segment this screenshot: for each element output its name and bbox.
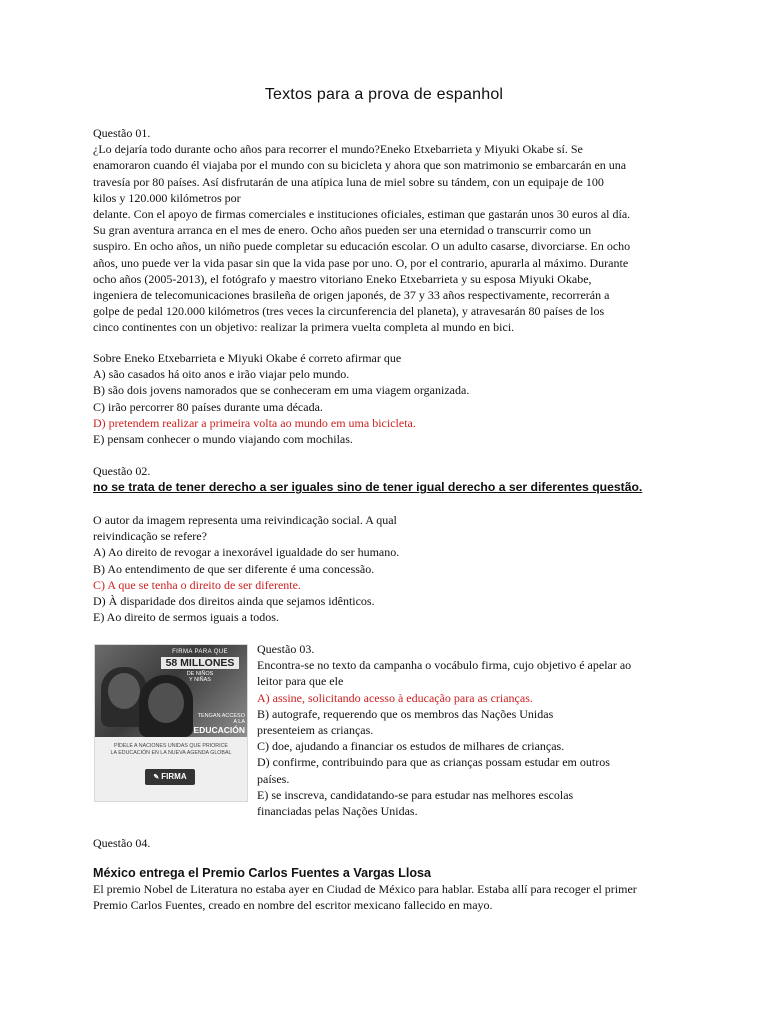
question-label: Questão 04. bbox=[93, 836, 151, 850]
question-prompt: O autor da imagem representa uma reivindicação social. A qual bbox=[93, 513, 397, 527]
text-line: Su gran aventura arranca en el mes de enero. Ocho años pueden ser una eternidad o transcurrir como un bbox=[93, 223, 592, 238]
firma-button-label: FIRMA bbox=[161, 772, 187, 781]
option-a-correct: A) assine, solicitando acesso à educação para as crianças. bbox=[257, 690, 533, 705]
text-line: travesía por 80 países. Así disfrutarán de una atípica luna de miel sobre su tándem, con un equipaje de 100 bbox=[93, 174, 604, 189]
option-a: A) são casados há oito anos e irão viajar pelo mundo. bbox=[93, 367, 350, 382]
question-02 bbox=[93, 463, 693, 495]
option-c: C) doe, ajudando a financiar os estudos de milhares de crianças. bbox=[257, 739, 565, 754]
option-a: A) Ao direito de revogar a inexorável igualdade do ser humano. bbox=[93, 545, 400, 560]
question-label: Questão 01. bbox=[93, 126, 151, 140]
access-big: EDUCACIÓN bbox=[193, 725, 245, 735]
option-d: D) À disparidade dos direitos ainda que sejamos idênticos. bbox=[93, 594, 375, 609]
campaign-top-small: FIRMA PARA QUE bbox=[172, 649, 228, 655]
question-prompt: leitor para que ele bbox=[257, 674, 344, 689]
option-b: B) Ao entendimento de que ser diferente é uma concessão. bbox=[93, 561, 375, 576]
text-line: Premio Carlos Fuentes, creado en nombre del escritor mexicano fallecido en mayo. bbox=[93, 898, 493, 913]
campaign-subtext bbox=[99, 743, 243, 757]
question-01 bbox=[93, 125, 693, 336]
question-label: Questão 03. bbox=[257, 642, 315, 656]
question-prompt: reivindicação se refere? bbox=[93, 529, 207, 544]
text-line: El premio Nobel de Literatura no estaba ayer en Ciudad de México para hablar. Estaba allí para recoger el primer bbox=[93, 882, 637, 897]
children-photo bbox=[95, 645, 247, 737]
option-e-cont: financiadas pelas Nações Unidas. bbox=[257, 804, 418, 819]
text-line: delante. Con el apoyo de firmas comerciales e instituciones oficiales, estiman que gastarán unos 30 euros al día. bbox=[93, 207, 631, 222]
question-04 bbox=[93, 835, 693, 851]
question-label: Questão 02. bbox=[93, 464, 151, 478]
option-c: C) irão percorrer 80 países durante uma década. bbox=[93, 399, 323, 414]
question-prompt: Encontra-se no texto da campanha o vocábulo firma, cujo objetivo é apelar ao bbox=[257, 658, 632, 673]
text-line: cinco continentes con un objetivo: realizar la primera vuelta completa al mundo en bici. bbox=[93, 320, 515, 335]
option-d: D) confirme, contribuindo para que as crianças possam estudar em outros bbox=[257, 755, 610, 770]
question-prompt: Sobre Eneko Etxebarrieta e Miyuki Okabe é correto afirmar que bbox=[93, 351, 402, 365]
page-title: Textos para a prova de espanhol bbox=[264, 86, 504, 103]
option-e: E) se inscreva, candidatando-se para estudar nas melhores escolas bbox=[257, 787, 574, 802]
campaign-headline bbox=[157, 649, 243, 683]
access-small: TENGAN ACCESO bbox=[197, 713, 245, 719]
text-line: suspiro. En ocho años, un niño puede completar su educación escolar. O un adulto casarse, divorciarse. En ocho bbox=[93, 239, 631, 254]
campaign-top-big: 58 MILLONES bbox=[161, 657, 239, 669]
campaign-top-tiny: DE NIÑOS bbox=[186, 671, 214, 677]
text-line: enamoraron cuando él viajaba por el mundo con su bicicleta y ahora que son matrimonio se embarcarán en una bbox=[93, 158, 627, 173]
question-02-options bbox=[93, 512, 693, 625]
option-b: B) são dois jovens namorados que se conheceram em uma viagem organizada. bbox=[93, 383, 470, 398]
quote-text: no se trata de tener derecho a ser iguales sino de tener igual derecho a ser diferentes questão. bbox=[93, 480, 643, 495]
campaign-top-tiny: Y NIÑAS bbox=[189, 677, 211, 683]
option-d-correct: D) pretendem realizar a primeira volta ao mundo em uma bicicleta. bbox=[93, 415, 416, 430]
option-d-cont: países. bbox=[257, 771, 290, 786]
access-small: A LA bbox=[233, 719, 245, 725]
question-01-options bbox=[93, 350, 693, 447]
option-c-correct: C) A que se tenha o direito de ser diferente. bbox=[93, 577, 301, 592]
text-line: kilos y 120.000 kilómetros por bbox=[93, 190, 241, 205]
campaign-access bbox=[159, 713, 245, 735]
campaign-subtext-line: LA EDUCACIÓN EN LA NUEVA AGENDA GLOBAL bbox=[110, 750, 232, 756]
option-e: E) Ao direito de sermos iguais a todos. bbox=[93, 610, 279, 625]
pen-icon: ✎ bbox=[153, 774, 160, 781]
firma-button bbox=[145, 769, 195, 785]
text-line: ¿Lo dejaría todo durante ocho años para recorrer el mundo?Eneko Etxebarrieta y Miyuki Okabe sí. Se bbox=[93, 142, 583, 157]
question-03 bbox=[257, 641, 687, 819]
text-line: golpe de pedal 120.000 kilómetros (tres veces la circunferencia del planeta), y atravesarán 80 países de los bbox=[93, 304, 605, 319]
article-heading: México entrega el Premio Carlos Fuentes a Vargas Llosa bbox=[93, 866, 432, 880]
campaign-image bbox=[94, 644, 248, 802]
option-b-cont: presenteiem as crianças. bbox=[257, 723, 374, 738]
option-b: B) autografe, requerendo que os membros das Nações Unidas bbox=[257, 706, 554, 721]
text-line: años, uno puede ver la vida pasar sin que la vida pase por uno. O, por el contrario, apurarla al máximo. Durante bbox=[93, 255, 629, 270]
question-04-body bbox=[93, 865, 693, 914]
campaign-subtext-line: PÍDELE A NACIONES UNIDAS QUE PRIORICE bbox=[114, 743, 228, 749]
text-line: ocho años (2005-2013), el fotógrafo y maestro vitoriano Eneko Etxebarrieta y su esposa Miyuki Okabe, bbox=[93, 271, 592, 286]
option-e: E) pensam conhecer o mundo viajando com mochilas. bbox=[93, 432, 353, 447]
text-line: ingeniera de telecomunicaciones brasileña de origen japonés, de 37 y 33 años respectivamente, recorrerán a bbox=[93, 288, 610, 303]
